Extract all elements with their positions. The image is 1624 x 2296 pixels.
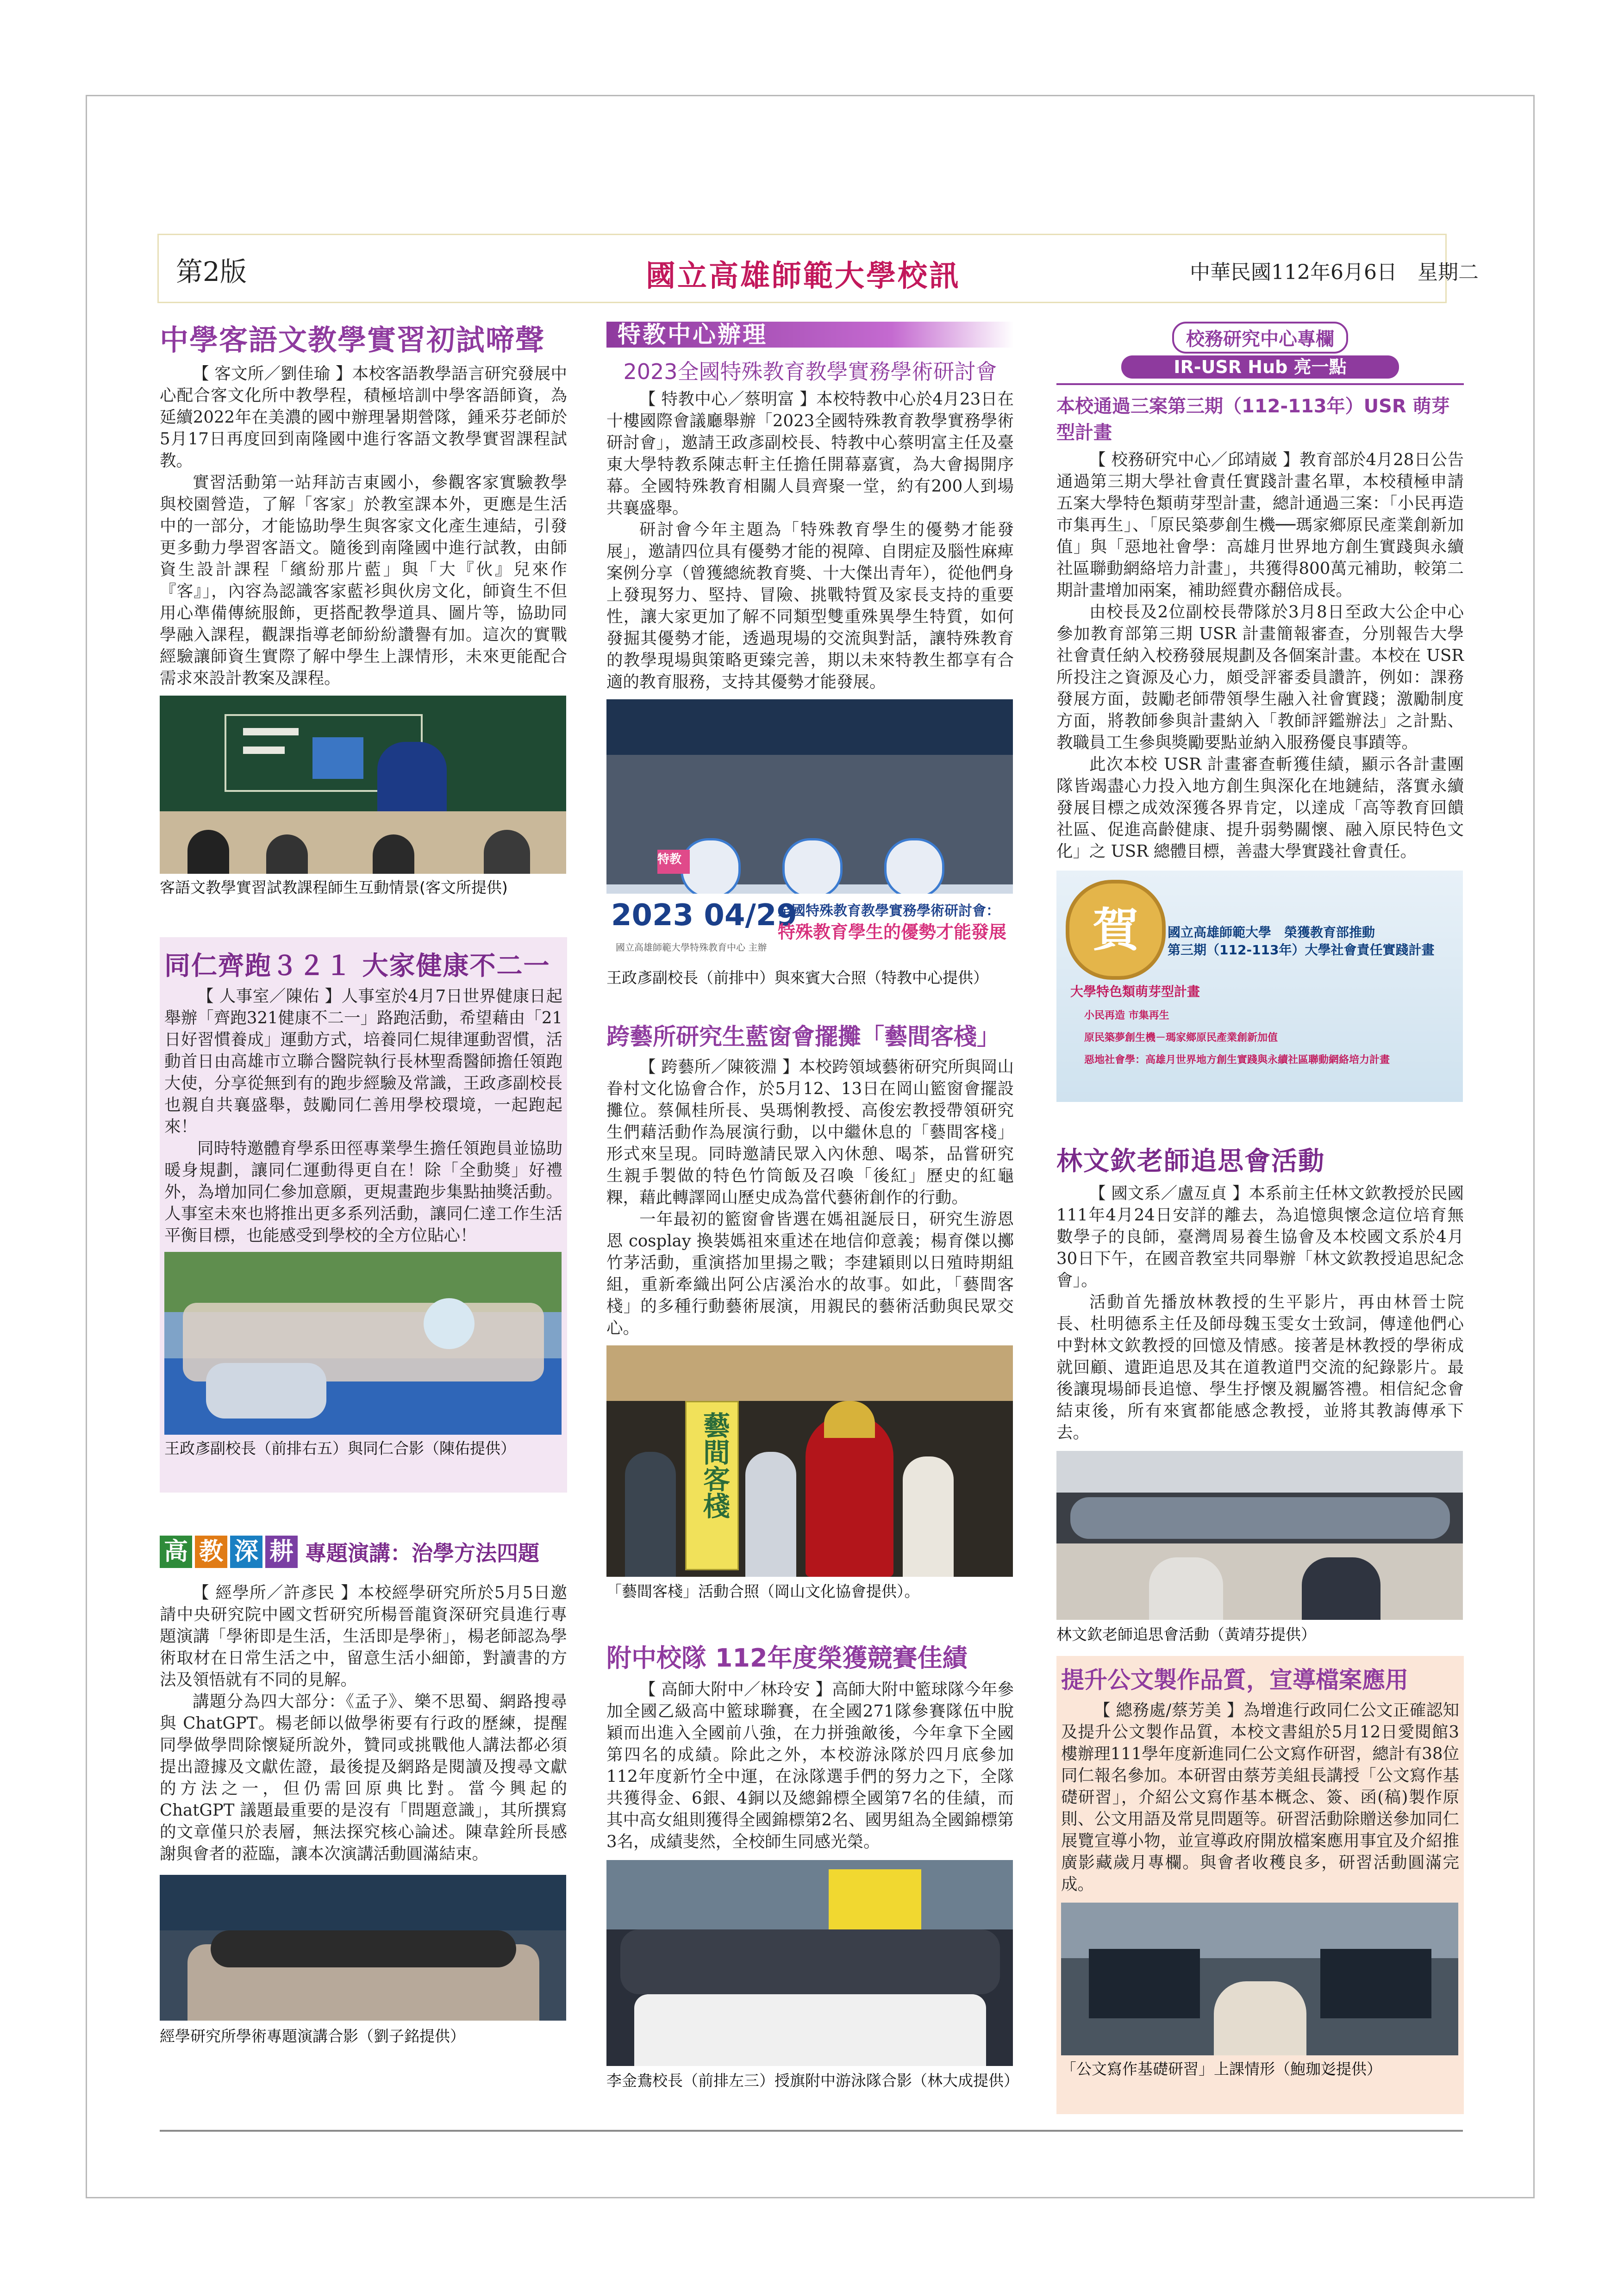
panel-category: 大學特色類萌芽型計畫: [1070, 984, 1200, 999]
article-body: [606, 388, 1014, 693]
lecture-group-photo: [160, 1875, 566, 2021]
article-title: 中學客語文教學實習初試啼聲: [160, 323, 545, 357]
panel-phase: 第三期（112-113年）大學社會責任實踐計畫: [1168, 942, 1435, 958]
panel-item: 原民築夢創生機－瑪家鄉原民產業創新加值: [1084, 1032, 1278, 1044]
paragraph: 活動首先播放林教授的生平影片，再由林晉士院長、杜明德系主任及師母魏玉雯女士致詞，傳達他們心中對林文欽教授的回憶及情感。接著是林教授的學術成就回顧、遺距追思及其在道教道門交流的紀錄影片。最後讓現場師長追憶、學生抒懷及親屬答禮。相信紀念會結束後，所有來賓都能感念教授，並將其教誨傳承下去。: [1056, 1293, 1464, 1442]
photo-caption: 經學研究所學術專題演講合影（劉子銘提供）: [160, 2027, 465, 2045]
paragraph: 一年最初的籃窗會皆選在媽祖誕辰日，研究生游恩恩 cosplay 換裝媽祖來重述在地信仰意義；楊育傑以擲竹茅活動，重演搭加里揚之戰；李建穎則以日殖時期組組，重新牽織出阿公店溪治水的故事。如此，「藝間客棧」的多種行動藝術展演，用親民的藝術活動與民眾交心。: [606, 1210, 1014, 1338]
article-hakka-teaching: [160, 317, 567, 897]
article-document-quality: [1056, 1656, 1464, 2114]
article-usr: [1056, 322, 1464, 1102]
paragraph: 【 高師大附中／林玲安 】高師大附中籃球隊今年參加全國乙級高中籃球聯賽，在全國271隊參賽隊伍中脫穎而出進入全國前八強，在力拼強敵後，今年拿下全國第四名的成績。除此之外，本校游泳隊於四月底參加112年度新竹全中運，在泳隊選手們的努力之下，全隊共獲得金、6銀、4銅以及總錦標全國第7名的佳績，而其中高女組則獲得全國錦標第2名、國男組為全國錦標第3名，成績斐然，全校師生同感光榮。: [606, 1680, 1014, 1851]
panel-items: [1084, 1005, 1455, 1071]
column-header: [1056, 322, 1464, 379]
article-affiliated-team: [606, 1638, 1019, 2090]
conference-photo: [606, 699, 1013, 963]
paragraph: 研討會今年主題為「特殊教育學生的優勢才能發展」，邀請四位具有優勢才能的視障、自閉症及腦性麻痺案例分享（曾獲總統教育獎、十大傑出青年），從他們身上發現努力、堅持、冒險、挑戰特質及家長支持的重要性，讓大家更加了解不同類型雙重殊異學生特質，如何發掘其優勢才能，透過現場的交流與對話，讓特殊教育的教學現場與策略更臻完善，期以未來特教生都享有合適的教育服務，支持其優勢才能發展。: [606, 520, 1014, 691]
photo-caption: 「公文寫作基礎研習」上課情形（鮑珈彣提供）: [1061, 2060, 1382, 2078]
panel-item: 惡地社會學：高雄月世界地方創生實踐與永續社區聯動網絡培力計畫: [1084, 1054, 1390, 1066]
paragraph: 【 人事室／陳佑 】人事室於4月7日世界健康日起舉辦「齊跑321健康不二一」路跑活動，希望藉由「21日好習慣養成」運動方式，培養同仁規律運動習慣，活動首日由高雄市立聯合醫院執行長林聖喬醫師擔任領跑大使，分享從無到有的跑步經驗及常識，王政彥副校長也親自共襄盛舉，鼓勵同仁善用學校環境，一起跑起來！: [164, 987, 562, 1136]
panel-school: 國立高雄師範大學 榮獲教育部推動: [1168, 925, 1375, 940]
photo-caption: 王政彥副校長（前排右五）與同仁合影（陳佑提供）: [164, 1439, 516, 1457]
issue-date: 中華民國112年6月6日 星期二: [1190, 261, 1479, 284]
paragraph: 【 國文系／盧亙貞 】本系前主任林文欽教授於民國111年4月24日安詳的離去，為追憶與懷念這位培育無數學子的良師，臺灣周易養生協會及本校國文系於4月30日下午，在國音教室共同舉辦「林文欽教授追思紀念會」。: [1056, 1184, 1464, 1290]
badge-char: 耕: [265, 1536, 298, 1568]
classroom-photo: [160, 696, 566, 874]
photo-caption: 林文欽老師追思會活動（黃靖芬提供）: [1056, 1625, 1316, 1643]
banner-host: 國立高雄師範大學特殊教育中心 主辦: [616, 942, 767, 953]
article-heading-row: [160, 1536, 567, 1568]
article-body: [160, 363, 567, 689]
article-body: [1056, 449, 1464, 862]
article-title: 附中校隊 112年度榮獲競賽佳績: [606, 1643, 968, 1673]
article-subtitle: 2023全國特殊教育教學實務學術研討會: [623, 359, 997, 384]
art-stall-photo: [606, 1345, 1013, 1577]
usr-award-panel: [1056, 871, 1463, 1102]
banner-date: 2023 04/29: [611, 898, 797, 933]
article-body: [606, 1679, 1014, 1853]
article-body: [1056, 1695, 1464, 1895]
edition-label: 第2版: [176, 256, 247, 287]
photo-caption: 王政彥副校長（前排中）與來賓大合照（特教中心提供）: [606, 969, 988, 987]
memorial-photo: [1056, 1451, 1463, 1620]
article-title: 專題演講：治學方法四題: [305, 1541, 539, 1566]
paragraph: 【 總務處/蔡芳美 】為增進行政同仁公文正確認知及提升公文製作品質，本校文書組於5月12日愛閱館3樓辦理111學年度新進同仁公文寫作研習，總計有38位同仁報名參加。本研習由蔡芳美組長講授「公文寫作基礎研習」，介紹公文寫作基本概念、簽、函(稿)製作原則、公文用語及常見問題等。研習活動除贈送參加同仁展覽宣導小物，並宣導政府開放檔案應用事宜及介紹推廣影藏歲月專欄。與會者收穫良多，研習活動圓滿完成。: [1061, 1701, 1459, 1894]
paragraph: 【 經學所／許彥民 】本校經學研究所於5月5日邀請中央研究院中國文哲研究所楊晉龍資深研究員進行專題演講「學術即是生活，生活即是學術」，楊老師認為學術取材在日常生活之中，留意生活小細節，對讀書的方法及領悟就有不同的見解。: [160, 1583, 567, 1689]
article-special-ed: [606, 322, 1014, 987]
paragraph: 【 特教中心／蔡明富 】本校特教中心於4月23日在十樓國際會議廳舉辦「2023全國特殊教育教學實務學術研討會」，邀請王政彥副校長、特教中心蔡明富主任及臺東大學特教系陳志軒主任擔任開幕嘉賓，為大會揭開序幕。全國特殊教育相關人員齊聚一堂，約有200人到場共襄盛舉。: [606, 390, 1014, 517]
paragraph: 【 跨藝所／陳筱淵 】本校跨領域藝術研究所與岡山眷村文化協會合作，於5月12、13日在岡山籃窗會擺設攤位。蔡佩桂所長、吳瑪悧教授、高俊宏教授帶領研究生們藉活動作為展演行動，以中繼休息的「藝間客棧」形式來呈現。同時邀請民眾入內休憩、喝茶，品嘗研究生親手製做的特色竹筒飯及召喚「後紅」歷史的紅龜粿，藉此轉譯岡山歷史成為當代藝術創作的行動。: [606, 1058, 1014, 1207]
workshop-photo: [1061, 1903, 1458, 2055]
stall-banner: 藝間客棧: [685, 1401, 739, 1570]
section-banner: [606, 322, 1014, 348]
banner-theme: 特殊教育學生的優勢才能發展: [778, 922, 1007, 942]
article-title: 提升公文製作品質，宣導檔案應用: [1061, 1667, 1408, 1693]
photo-caption: 李金鴦校長（前排左三）授旗附中游泳隊合影（林大成提供）: [606, 2072, 1019, 2090]
panel-item: 小民再造 市集再生: [1084, 1010, 1169, 1021]
column-tag: 校務研究中心專欄: [1172, 322, 1348, 354]
paragraph: 【 客文所／劉佳瑜 】本校客語教學語言研究發展中心配合客文化所中教學程，積極培訓中學客語師資，為延續2022年在美濃的國中辦理暑期營隊，鍾釆芬老師於5月17日再度回到南隆國中進行客語文教學實習課程試教。: [160, 364, 567, 470]
article-art-stall: [606, 1018, 1014, 1601]
article-staff-running: [160, 937, 567, 1493]
paragraph: 講題分為四大部分：《孟子》、樂不思蜀、網路搜尋與 ChatGPT。楊老師以做學術要有行政的歷練，提醒同學做學問除懷疑所說外，贊同或挑戰他人講法都必須提出證據及文獻佐證，最後提及網路是閱讀及搜尋文獻的方法之一，但仍需回原典比對。當今興起的 ChatGPT 議題最重要的是沒有「問題意識」，其所撰寫的文章僅只於表層，無法探究核心論述。陳韋銓所長感謝與會者的蒞臨，讓本次演講活動圓滿結束。: [160, 1692, 567, 1863]
paragraph: 由校長及2位副校長帶隊於3月8日至政大公企中心參加教育部第三期 USR 計畫簡報審查，分別報告大學社會責任納入校務發展規劃及各個案計畫。本校在 USR 所投注之資源及心力，頗受評審委員讚許，例如：課務發展方面，鼓勵老師帶領學生融入社會實踐；激勵制度方面，將教師參與計畫納入「教師評鑑辦法」之計點、教職員工生參與獎勵要點並納入服務優良事蹟等。: [1056, 603, 1464, 752]
paragraph: 【 校務研究中心／邱靖崴 】教育部於4月28日公告通過第三期大學社會責任實踐計畫名單，本校積極申請五案大學特色類萌芽型計畫，總計通過三案：「小民再造 市集再生」、「原民築夢創生機──瑪家鄉原民產業創新加值」與「惡地社會學：高雄月世界地方創生實踐與永續社區聯動網絡培力計畫」，共獲得800萬元補助，較第二期計畫增加兩案，補助經費亦翻倍成長。: [1056, 450, 1464, 600]
section-banner-label: 特教中心辦理: [618, 321, 768, 348]
article-title: 跨藝所研究生藍窗會擺攤「藝間客棧」: [606, 1023, 1000, 1050]
badge-char: 高: [160, 1536, 192, 1568]
article-memorial: [1056, 1141, 1464, 1644]
running-group-photo: [164, 1252, 562, 1435]
swim-team-photo: [606, 1860, 1013, 2066]
article-body: [160, 983, 567, 1246]
photo-caption: 客語文教學實習試教課程師生互動情景(客文所提供): [160, 878, 508, 896]
banner-title: 全國特殊教育教學實務學術研討會：: [778, 903, 1000, 919]
article-lecture: [160, 1536, 567, 2046]
article-title: 同仁齊跑３２１ 大家健康不二一: [164, 951, 550, 981]
paragraph: 同時特邀體育學系田徑專業學生擔任領跑員並協助暖身規劃，讓同仁運動得更自在！除「全動獎」好禮外，為增加同仁參加意願，更規畫跑步集點抽獎活動。人事室未來也將推出更多系列活動，讓同仁達工作生活平衡目標，也能感受到學校的全方位貼心！: [164, 1139, 562, 1245]
sign-board: 特教: [657, 850, 690, 874]
article-body: [1056, 1182, 1464, 1444]
article-title: 林文欽老師追思會活動: [1056, 1146, 1325, 1176]
photo-caption: 「藝間客棧」活動合照（岡山文化協會提供）。: [606, 1582, 920, 1600]
badge-char: 深: [230, 1536, 262, 1568]
newspaper-title: 國立高雄師範大學校訊: [646, 259, 961, 293]
column-subtag: IR-USR Hub 亮一點: [1121, 355, 1399, 379]
badge-char: 教: [195, 1536, 227, 1568]
article-title: 本校通過三案第三期（112-113年）USR 萌芽型計畫: [1056, 396, 1450, 443]
paragraph: 此次本校 USR 計畫審查斬獲佳績，顯示各計畫團隊皆竭盡心力投入地方創生與深化在地鏈結，落實永續發展目標之成效深獲各界肯定，以達成「高等教育回饋社區、促進高齡健康、提升弱勢關懷、融入原民特色文化」之 USR 總體目標，善盡大學實踐社會責任。: [1056, 755, 1464, 861]
bottom-rule: [160, 2130, 1463, 2132]
article-body: [160, 1582, 567, 1865]
paragraph: 實習活動第一站拜訪吉東國小，參觀客家實驗教學與校園營造，了解「客家」於教室課本外，更應是生活中的一部分，才能協助學生與客家文化產生連結，引發更多動力學習客語文。隨後到南隆國中進行試教，由師資生設計課程「繽紛那片藍」與「大『伙』兒來作『客』」，內容為認識客家藍衫與伙房文化，師資生不但用心準備傳統服飾，更搭配教學道具、圖片等，協助同學融入課程，觀課指導老師紛紛讚譽有加。這次的實戰經驗讓師資生實際了解中學生上課情形，未來更能配合需求來設計教案及課程。: [160, 473, 567, 688]
article-body: [606, 1056, 1014, 1339]
award-seal: 賀: [1066, 880, 1166, 980]
